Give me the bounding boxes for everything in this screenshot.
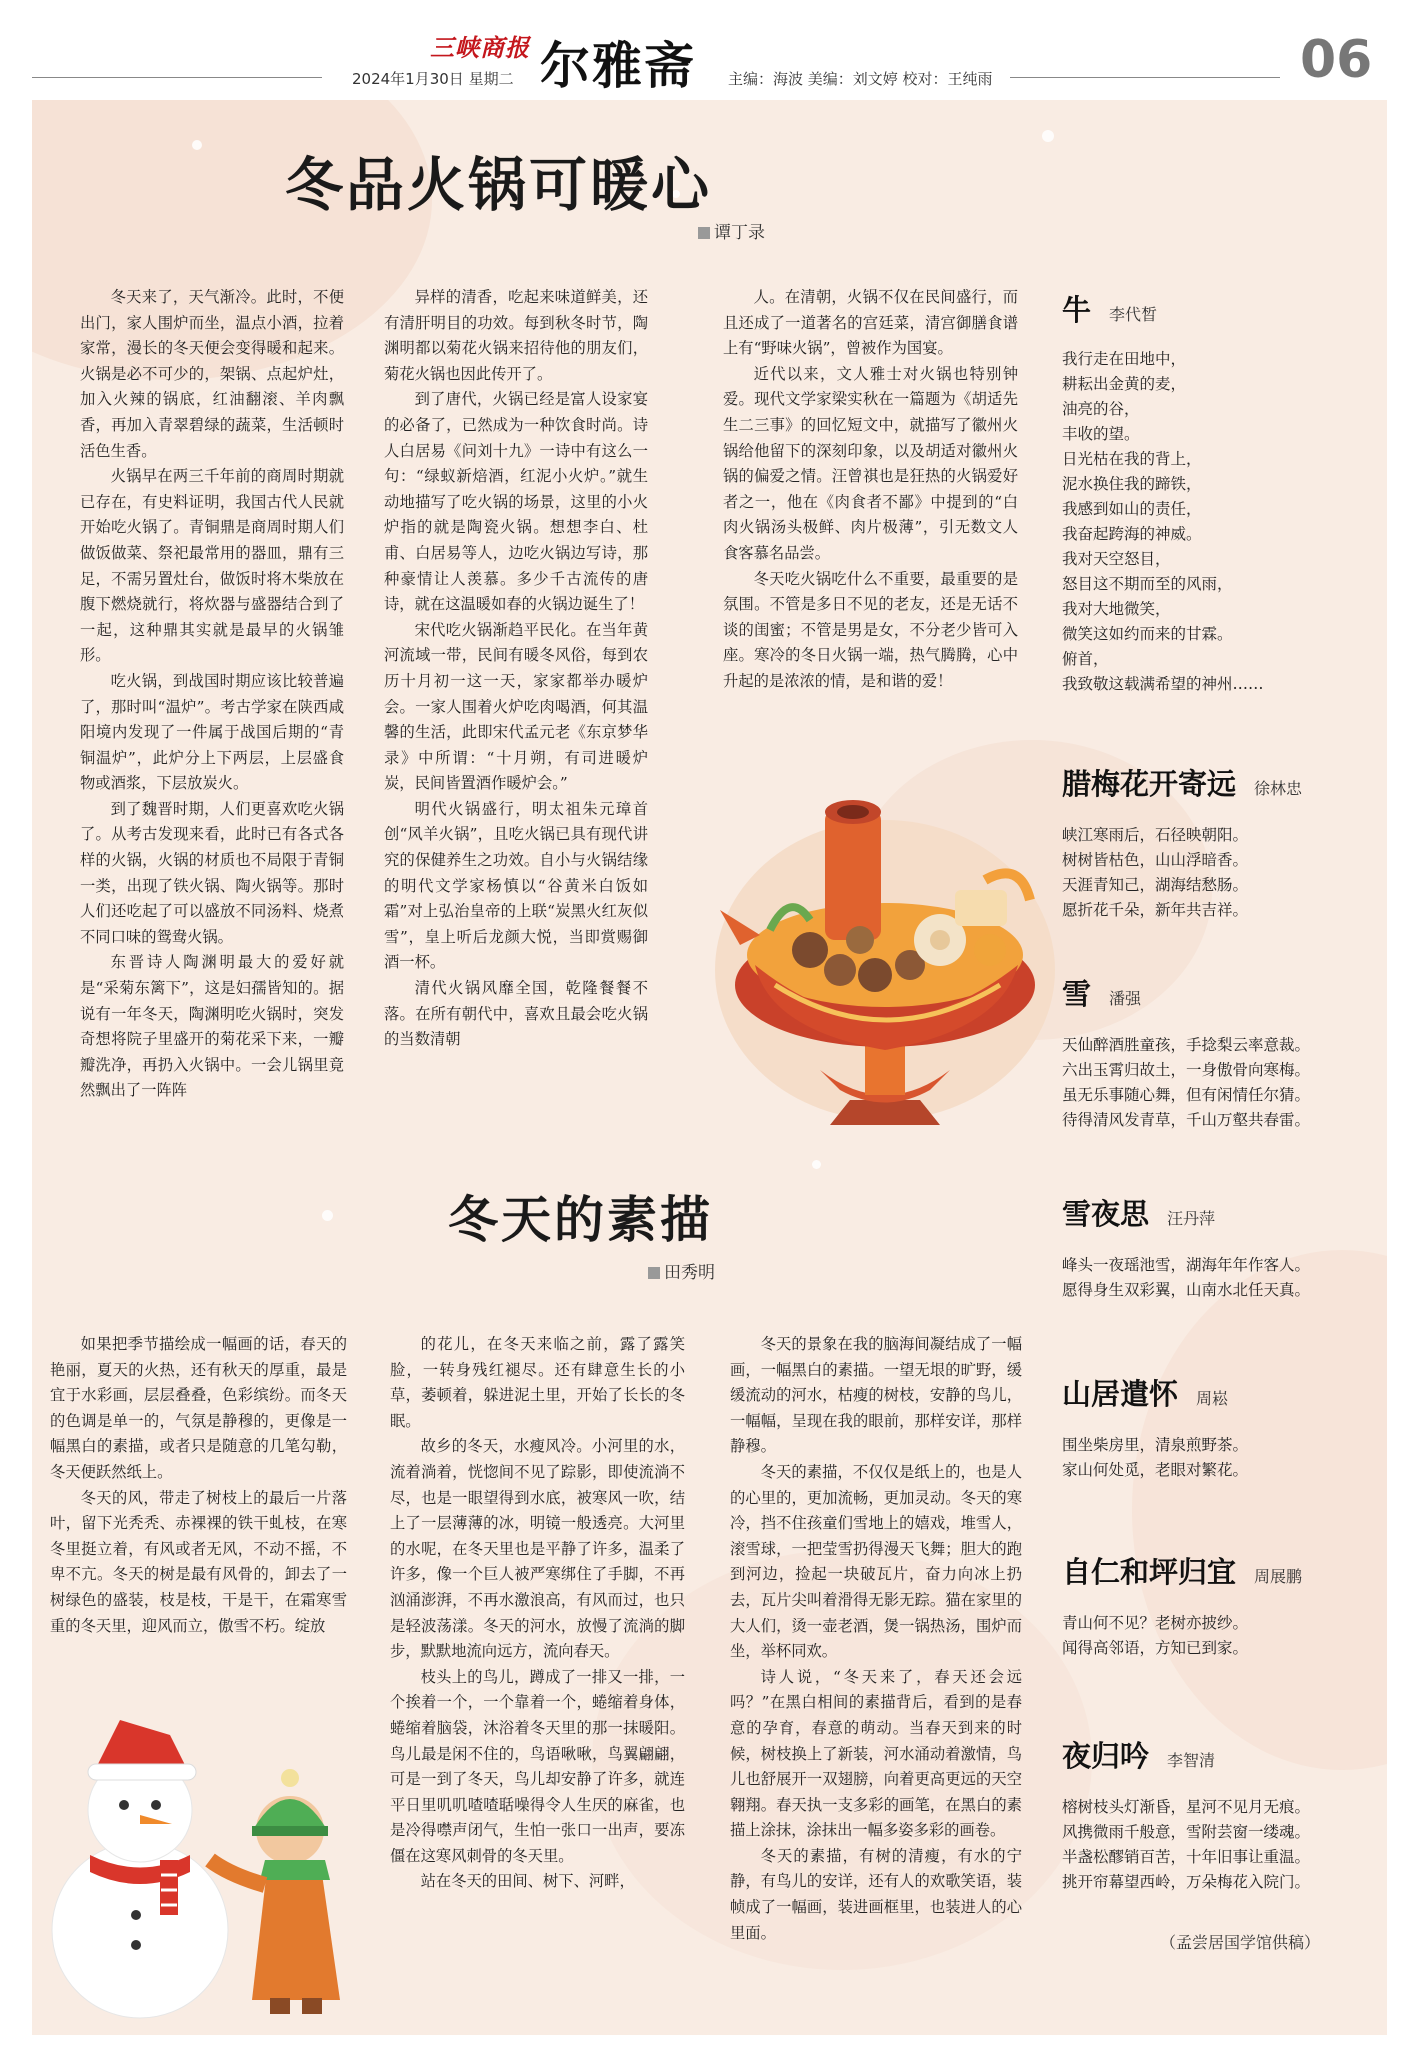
child-in-winter-illustration <box>210 1769 340 2014</box>
poem-line: 半盏松醪销百苦，十年旧事让重温。 <box>1062 1848 1311 1866</box>
poem-6 <box>1062 1550 1382 1661</box>
poem-line: 怒目这不期而至的风雨， <box>1062 575 1233 593</box>
poem-body <box>1062 347 1382 697</box>
newspaper-logo: 三峡商报 <box>430 33 530 62</box>
bg-blob <box>1132 1250 1387 1770</box>
poem-3 <box>1062 972 1382 1133</box>
page-number: 06 <box>1300 30 1373 90</box>
poem-2 <box>1062 762 1382 923</box>
snowflake <box>812 1160 821 1169</box>
article-2-title: 冬天的素描 <box>448 1190 713 1249</box>
poem-title-text: 自仁和坪归宜 <box>1062 1555 1237 1589</box>
article-2-column-3 <box>730 1332 1022 2012</box>
paragraph: 的花儿，在冬天来临之前，露了露笑脸，一转身残红褪尽。还有肆意生长的小草，萎顿着，躲进泥土里，开始了长长的冬眠。 <box>390 1335 685 1430</box>
poem-line: 油亮的谷， <box>1062 400 1140 418</box>
paragraph: 冬天吃火锅吃什么不重要，最重要的是氛围。不管是多日不见的老友，还是无话不谈的闺蜜；不管是男是女，不分老少皆可入座。寒冷的冬日火锅一端，热气腾腾，心中升起的是浓浓的情，是和谐的爱！ <box>723 569 1018 690</box>
article-1-byline <box>698 218 765 243</box>
poem-title <box>1062 288 1382 329</box>
editorial-staff: 主编：海波 美编：刘文婷 校对：王纯雨 <box>728 70 993 88</box>
poem-4 <box>1062 1192 1382 1303</box>
poem-line: 挑开帘幕望西岭，万朵梅花入院门。 <box>1062 1873 1311 1891</box>
paragraph: 诗人说，“冬天来了，春天还会远吗？”在黑白相间的素描背后，看到的是春意的孕育，春意的萌动。当春天到来的时候，树枝换上了新装，河水涌动着激情，鸟儿也舒展开一双翅膀，向着更高更远的天空翱翔。春天执一支多彩的画笔，在黑白的素描上涂抹，涂抹出一幅多姿多彩的画卷。 <box>730 1667 1022 1840</box>
paragraph: 清代火锅风靡全国，乾隆餐餐不落。在所有朝代中，喜欢且最会吃火锅的当数清朝 <box>384 979 648 1049</box>
poem-line: 围坐柴房里，清泉煎野茶。 <box>1062 1436 1249 1454</box>
paragraph: 冬天的景象在我的脑海间凝结成了一幅画，一幅黑白的素描。一望无垠的旷野，缓缓流动的河水，枯瘦的树枝，安静的鸟儿，一幅幅，呈现在我的眼前，那样安详，那样静穆。 <box>730 1335 1022 1456</box>
paragraph: 明代火锅盛行，明太祖朱元璋首创“风羊火锅”，且吃火锅已具有现代讲究的保健养生之功效。自小与火锅结缘的明代文学家杨慎以“谷黄米白饭如霜”对上弘治皇帝的上联“炭黑火红灰似雪”，皇上听后龙颜大悦，当即赏赐御酒一杯。 <box>384 799 648 972</box>
byline-marker <box>698 227 710 239</box>
poem-title-text: 山居遣怀 <box>1062 1377 1179 1411</box>
poem-line: 家山何处觅，老眼对繁花。 <box>1062 1461 1249 1479</box>
byline-marker <box>648 1267 660 1279</box>
paragraph: 宋代吃火锅渐趋平民化。在当年黄河流域一带，民间有暖冬风俗，每到农历十月初一这一天，家家都举办暖炉会。一家人围着火炉吃肉喝酒，何其温馨的生活，此即宋代孟元老《东京梦华录》中所谓：“十月朔，有司进暖炉炭，民间皆置酒作暖炉会。” <box>384 620 648 793</box>
poem-line: 天涯青知己，湖海结愁肠。 <box>1062 876 1249 894</box>
poem-title-text: 腊梅花开寄远 <box>1062 767 1237 801</box>
poem-line: 峰头一夜瑶池雪，湖海年年作客人。 <box>1062 1256 1311 1274</box>
article-1-column-3 <box>723 285 1018 785</box>
poem-body <box>1062 823 1382 923</box>
poem-body <box>1062 1433 1382 1483</box>
paragraph: 站在冬天的田间、树下、河畔， <box>420 1872 635 1891</box>
poem-line: 树树皆枯色，山山浮暗香。 <box>1062 851 1249 869</box>
poem-line: 我行走在田地中， <box>1062 350 1187 368</box>
poem-title <box>1062 1734 1382 1775</box>
snowflake <box>322 1210 333 1221</box>
article-2-column-1 <box>50 1332 347 1722</box>
poem-author: 李代晳 <box>1109 305 1158 324</box>
header-rule-left <box>32 77 322 78</box>
paragraph: 人。在清朝，火锅不仅在民间盛行，而且还成了一道著名的宫廷菜，清宫御膳食谱上有“野味火锅”，曾被作为国宴。 <box>723 288 1018 358</box>
poem-7 <box>1062 1734 1382 1895</box>
poem-title <box>1062 762 1382 803</box>
hotpot-illustration <box>700 770 1070 1140</box>
poem-line: 我感到如山的责任， <box>1062 500 1202 518</box>
snowman-illustration <box>40 1700 400 2020</box>
poem-line: 榕树枝头灯渐昏，星河不见月无痕。 <box>1062 1798 1311 1816</box>
section-title: 尔雅斋 <box>540 36 696 95</box>
poem-line: 微笑这如约而来的甘霖。 <box>1062 625 1233 643</box>
poem-title-text: 夜归吟 <box>1062 1739 1150 1773</box>
contributor-credit: （孟尝居国学馆供稿） <box>1160 1933 1321 1952</box>
paragraph: 冬天来了，天气渐冷。此时，不便出门，家人围炉而坐，温点小酒，拉着家常，漫长的冬天便会变得暖和起来。火锅是必不可少的，架锅、点起炉灶，加入火辣的锅底，红油翻滚、羊肉飘香，再加入青翠碧绿的蔬菜，生活顿时活色生香。 <box>80 288 344 460</box>
poem-line: 我对天空怒目， <box>1062 550 1171 568</box>
poem-title <box>1062 1550 1382 1591</box>
poem-body <box>1062 1795 1382 1895</box>
paragraph: 吃火锅，到战国时期应该比较普遍了，那时叫“温炉”。考古学家在陕西咸阳境内发现了一件属于战国后期的“青铜温炉”，此炉分上下两层，上层盛食物或酒浆，下层放炭火。 <box>80 671 344 793</box>
poem-body <box>1062 1253 1382 1303</box>
paragraph: 东晋诗人陶渊明最大的爱好就是“采菊东篱下”，这是妇孺皆知的。据说有一年冬天，陶渊明吃火锅时，突发奇想将院子里盛开的菊花采下来，一瓣瓣洗净，再扔入火锅中。一会儿锅里竟然飘出了一阵阵 <box>80 953 344 1100</box>
snowflake <box>1042 130 1054 142</box>
article-1-author: 谭丁录 <box>714 223 765 243</box>
article-2-column-2 <box>390 1332 685 2012</box>
poem-author: 李智清 <box>1167 1751 1216 1770</box>
poem-author: 汪丹萍 <box>1167 1209 1216 1228</box>
poem-line: 丰收的望。 <box>1062 425 1140 443</box>
poem-1 <box>1062 288 1382 697</box>
paragraph: 异样的清香，吃起来味道鲜美，还有清肝明目的功效。每到秋冬时节，陶渊明都以菊花火锅来招待他的朋友们，菊花火锅也因此传开了。 <box>384 288 648 383</box>
poem-line: 天仙醉酒胜童孩，手捻梨云率意裁。 <box>1062 1036 1311 1054</box>
poem-author: 徐林忠 <box>1254 779 1303 798</box>
poem-5 <box>1062 1372 1382 1483</box>
paragraph: 如果把季节描绘成一幅画的话，春天的艳丽，夏天的火热，还有秋天的厚重，最是宜于水彩画，层层叠叠，色彩缤纷。而冬天的色调是单一的，气氛是静穆的，更像是一幅黑白的素描，或者只是随意的几笔勾勒，冬天便跃然纸上。 <box>50 1335 347 1481</box>
poem-title <box>1062 1372 1382 1413</box>
article-2-author: 田秀明 <box>664 1263 715 1283</box>
paragraph: 冬天的素描，有树的清瘦，有水的宁静，有鸟儿的安详，还有人的欢歌笑语，装帧成了一幅画，装进画框里，也装进人的心里面。 <box>730 1846 1022 1942</box>
poem-line: 青山何不见？老树亦披纱。 <box>1062 1614 1249 1632</box>
paragraph: 冬天的风，带走了树枝上的最后一片落叶，留下光秃秃、赤裸裸的铁干虬枝，在寒冬里挺立着，有风或者无风，不动不摇，不卑不亢。冬天的树是最有风骨的，卸去了一树绿色的盛装，枝是枝，干是干，在霜寒雪重的冬天里，迎风而立，傲雪不朽。绽放 <box>50 1488 347 1635</box>
poem-line: 日光枯在我的背上， <box>1062 450 1202 468</box>
poem-line: 虽无乐事随心舞，但有闲情任尔猜。 <box>1062 1086 1311 1104</box>
article-2-byline <box>648 1258 715 1283</box>
poem-line: 愿折花千朵，新年共吉祥。 <box>1062 901 1249 919</box>
poem-line: 风携微雨千般意，雪附芸窗一缕魂。 <box>1062 1823 1311 1841</box>
poem-line: 我对大地微笑， <box>1062 600 1171 618</box>
paragraph: 故乡的冬天，水瘦风冷。小河里的水，流着淌着，恍惚间不见了踪影，即使流淌不尽，也是一眼望得到水底，被寒风一吹，结上了一层薄薄的冰，明镜一般透亮。大河里的水呢，在冬天里也是平静了许多，温柔了许多，像一个巨人被严寒绑住了手脚，不再汹涌澎湃，不再水激浪高，有风而过，也只是轻波荡漾。冬天的河水，放慢了流淌的脚步，默默地流向远方，流向春天。 <box>390 1437 685 1661</box>
poem-body <box>1062 1611 1382 1661</box>
poem-line: 愿得身生双彩翼，山南水北任天真。 <box>1062 1281 1311 1299</box>
poem-line: 泥水换住我的蹄铁， <box>1062 475 1202 493</box>
article-1-column-1 <box>80 285 344 1141</box>
paragraph: 近代以来，文人雅士对火锅也特别钟爱。现代文学家梁实秋在一篇题为《胡适先生二三事》的回忆短文中，就描写了徽州火锅给他留下的深刻印象，以及胡适对徽州火锅的偏爱之情。汪曾祺也是狂热的火锅爱好者之一，他在《肉食者不鄙》中提到的“白肉火锅汤头极鲜、肉片极薄”，引无数文人食客慕名品尝。 <box>723 364 1018 562</box>
poem-line: 六出玉霄归故土，一身傲骨向寒梅。 <box>1062 1061 1311 1079</box>
snowflake <box>192 140 202 150</box>
poem-line: 耕耘出金黄的麦， <box>1062 375 1187 393</box>
paragraph: 冬天的素描，不仅仅是纸上的，也是人的心里的，更加流畅，更加灵动。冬天的寒冷，挡不住孩童们雪地上的嬉戏，堆雪人，滚雪球，一把莹雪扔得漫天飞舞；胆大的跑到河边，捡起一块破瓦片，奋力向冰上扔去，瓦片尖叫着滑得无影无踪。猫在家里的大人们，烫一壶老酒，煲一锅热汤，围炉而坐，举杯同欢。 <box>730 1462 1022 1661</box>
poem-title-text: 雪夜思 <box>1062 1197 1150 1231</box>
poem-body <box>1062 1033 1382 1133</box>
poem-line: 闻得高邻语，方知已到家。 <box>1062 1639 1249 1657</box>
paragraph: 到了唐代，火锅已经是富人设家宴的必备了，已然成为一种饮食时尚。诗人白居易《问刘十九》一诗中有这么一句：“绿蚁新焙酒，红泥小火炉。”就生动地描写了吃火锅的场景，这里的小火炉指的就是陶瓷火锅。想想李白、杜甫、白居易等人，边吃火锅边写诗，那种豪情让人羡慕。多少千古流传的唐诗，就在这温暖如春的火锅边诞生了！ <box>384 390 648 614</box>
paragraph: 火锅早在两三千年前的商周时期就已存在，有史料证明，我国古代人民就开始吃火锅了。青铜鼎是商周时期人们做饭做菜、祭祀最常用的器皿，鼎有三足，不需另置灶台，做饭时将木柴放在腹下燃烧就行，将炊器与盛器结合到了一起，这种鼎其实就是最早的火锅雏形。 <box>80 467 344 665</box>
poem-line: 待得清风发青草，千山万壑共春雷。 <box>1062 1111 1311 1129</box>
poem-line: 峡江寒雨后，石径映朝阳。 <box>1062 826 1249 844</box>
poem-author: 周展鹏 <box>1254 1567 1303 1586</box>
paragraph: 枝头上的鸟儿，蹲成了一排又一排，一个挨着一个，一个靠着一个，蜷缩着身体，蜷缩着脑袋，沐浴着冬天里的那一抹暖阳。鸟儿最是闲不住的，鸟语啾啾，鸟翼翩翩，可是一到了冬天，鸟儿却安静了许多，就连平日里叽叽喳喳聒噪得令人生厌的麻雀，也是冷得噤声闭气，生怕一张口一出声，要冻僵在这寒风刺骨的冬天里。 <box>390 1667 685 1865</box>
paragraph: 到了魏晋时期，人们更喜欢吃火锅了。从考古发现来看，此时已有各式各样的火锅，火锅的材质也不局限于青铜一类，出现了铁火锅、陶火锅等。那时人们还吃起了可以盛放不同汤料、烧煮不同口味的鸳鸯火锅。 <box>80 799 344 946</box>
poem-line: 俯首， <box>1062 650 1109 668</box>
poem-author: 周崧 <box>1196 1389 1229 1408</box>
poem-title <box>1062 972 1382 1013</box>
header-rule-right <box>1010 77 1280 78</box>
poem-line: 我奋起跨海的神威。 <box>1062 525 1202 543</box>
article-1-column-2 <box>384 285 648 1125</box>
poem-title-text: 雪 <box>1062 977 1092 1011</box>
poem-title-text: 牛 <box>1062 293 1092 327</box>
poem-author: 潘强 <box>1109 989 1142 1008</box>
issue-date: 2024年1月30日 星期二 <box>352 70 514 88</box>
article-1-title: 冬品火锅可暖心 <box>285 151 713 219</box>
masthead <box>0 0 1409 100</box>
poem-line: 我致敬这载满希望的神州…… <box>1062 675 1264 693</box>
poem-title <box>1062 1192 1382 1233</box>
